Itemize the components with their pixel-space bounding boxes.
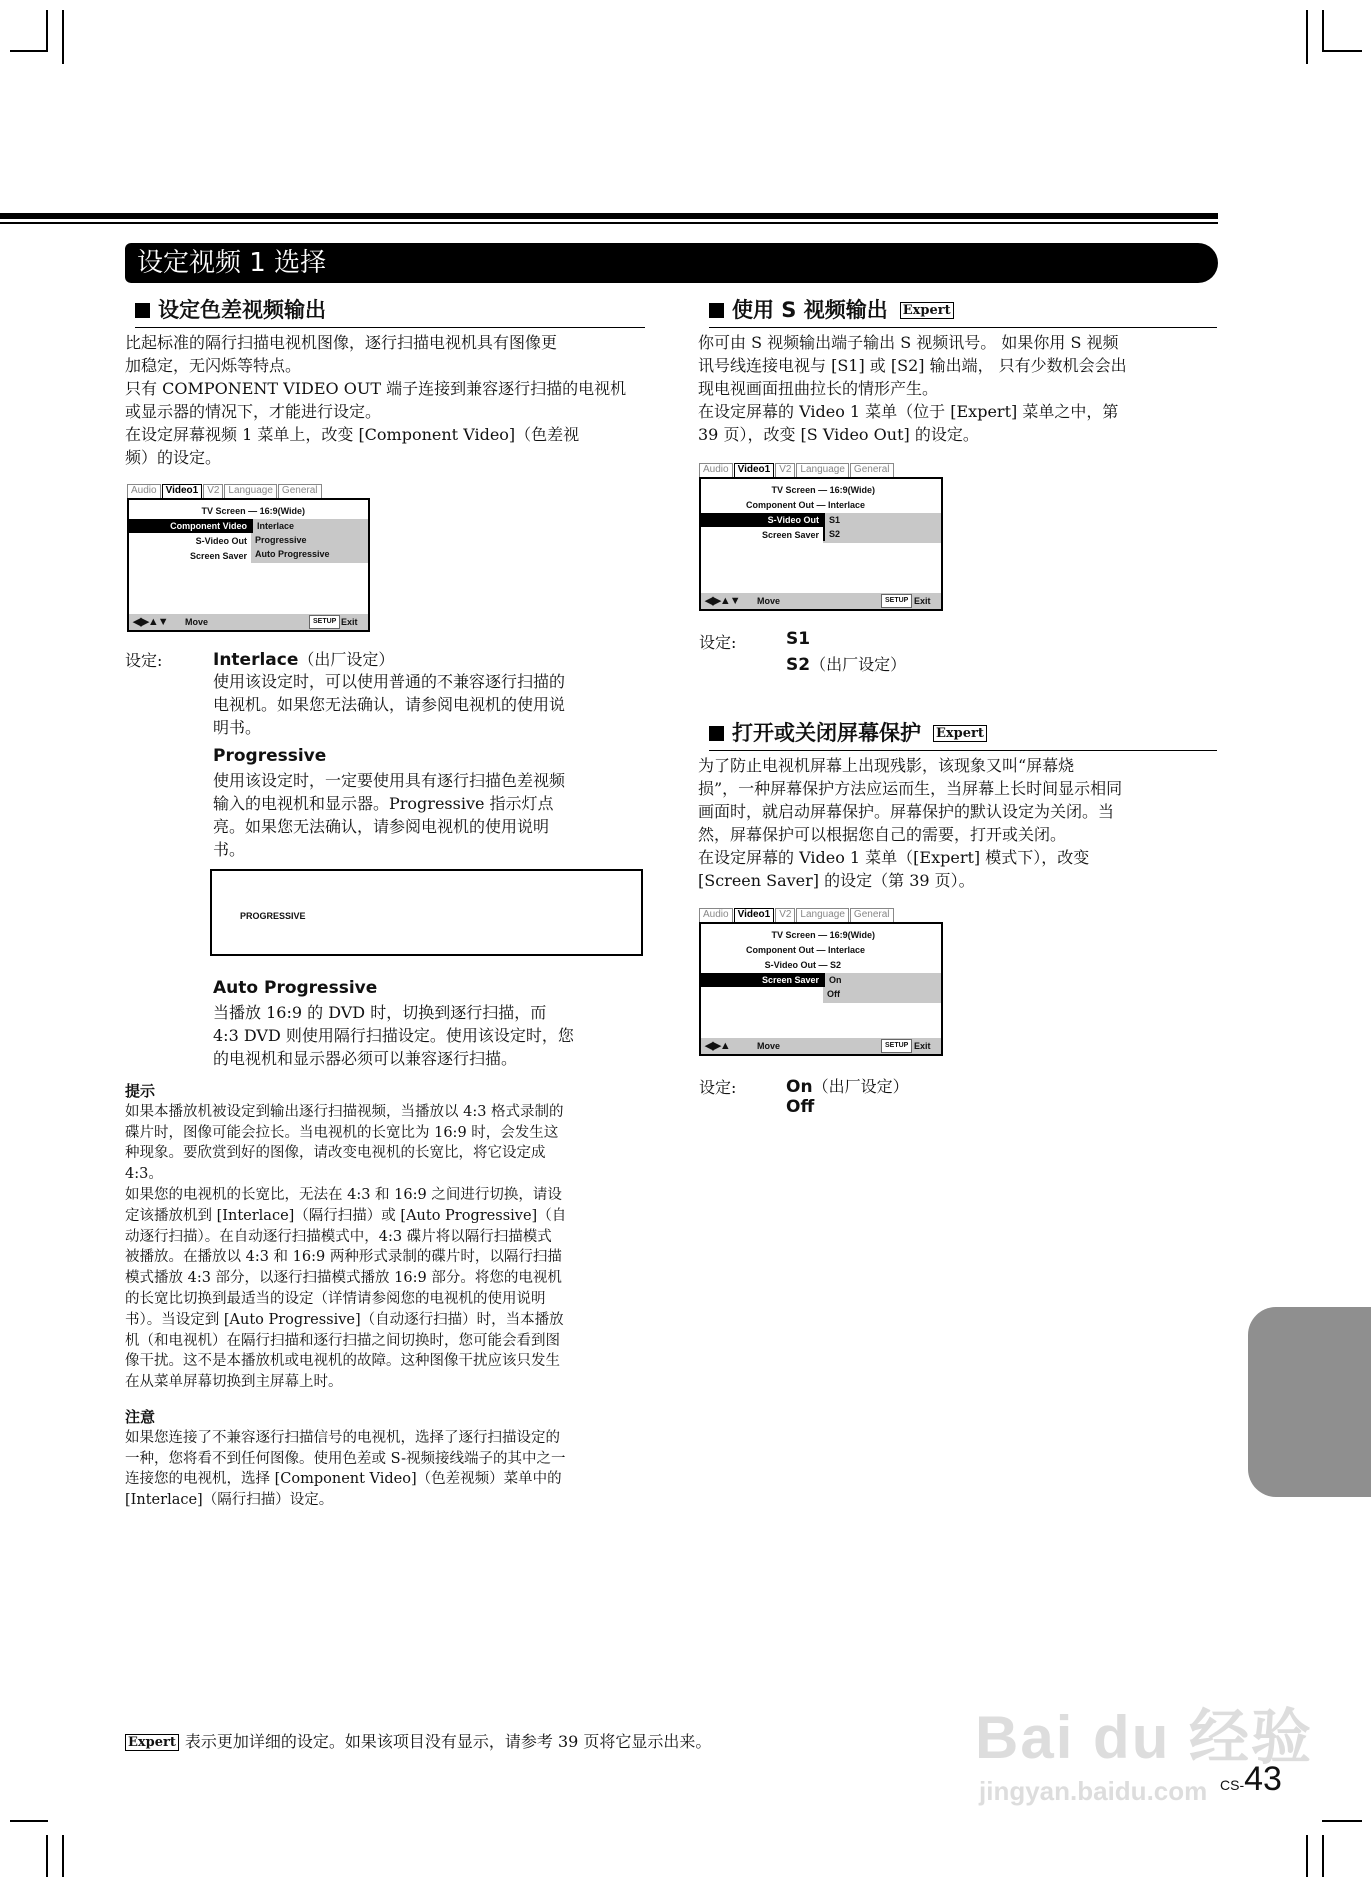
page-number bbox=[1220, 1760, 1282, 1799]
crop-mark bbox=[10, 50, 48, 52]
hint-line: 在从菜单屏幕切换到主屏幕上时。 bbox=[125, 1374, 343, 1391]
desc-line: 明书。 bbox=[213, 718, 262, 737]
watermark-url: jingyan.baidu.com bbox=[979, 1776, 1208, 1806]
desc-line: 的电视机和显示器必须可以兼容逐行扫描。 bbox=[213, 1049, 518, 1068]
menu-row bbox=[701, 483, 875, 497]
option-s2-title bbox=[786, 652, 906, 675]
arrow-keys-icon: ◀▶▲▼ bbox=[133, 616, 168, 628]
hint-line: 像干扰。这不是本播放机或电视机的故障。这种图像干扰应该只发生 bbox=[125, 1353, 560, 1370]
row-label: Screen Saver bbox=[761, 975, 819, 985]
para-line: 现电视画面扭曲拉长的情形产生。 bbox=[698, 379, 939, 398]
crop-mark bbox=[1306, 10, 1308, 64]
option-name: On bbox=[786, 1077, 813, 1097]
hint-line: 机（和电视机）在隔行扫描和逐行扫描之间切换时，您可能会看到图 bbox=[125, 1332, 560, 1349]
watermark-logo: Bai du 经验 bbox=[975, 1704, 1314, 1771]
svideo-intro bbox=[698, 331, 1218, 446]
move-label: Move bbox=[757, 596, 781, 606]
tab-video1: Video1 bbox=[734, 908, 775, 922]
progressive-indicator-display bbox=[210, 869, 643, 956]
note-line: 如果您连接了不兼容逐行扫描信号的电视机，选择了逐行扫描设定的 bbox=[125, 1429, 560, 1446]
para-line: [Screen Saver] 的设定（第 39 页）。 bbox=[698, 871, 975, 890]
osd-menu-svideo bbox=[699, 463, 943, 611]
expert-badge: Expert bbox=[933, 725, 987, 742]
section-heading-component bbox=[135, 296, 645, 328]
option-name: S1 bbox=[786, 629, 811, 649]
row-label: S-Video Out — S2 bbox=[764, 960, 841, 970]
para-line: 在设定屏幕的 Video 1 菜单（位于 [Expert] 菜单之中，第 bbox=[698, 402, 1119, 421]
osd-menu-component bbox=[127, 484, 370, 632]
expert-footnote bbox=[125, 1729, 711, 1752]
header-rule-thin bbox=[0, 222, 1218, 224]
hint-line: 碟片时，图像可能会拉长。当电视机的长宽比为 16:9 时，会发生这 bbox=[125, 1124, 559, 1141]
heading-text: 打开或关闭屏幕保护 bbox=[732, 721, 921, 745]
menu-row bbox=[701, 498, 865, 512]
square-bullet-icon bbox=[709, 726, 724, 741]
note-line: 连接您的电视机，选择 [Component Video]（色差视频）菜单中的 bbox=[125, 1471, 562, 1488]
option-interlace-title bbox=[213, 647, 394, 670]
arrow-keys-icon: ◀▶▲ bbox=[705, 1040, 730, 1052]
crop-mark bbox=[46, 1835, 48, 1877]
para-line: 画面时，就启动屏幕保护。屏幕保护的默认设定为关闭。当 bbox=[698, 802, 1115, 821]
hint-line: 动逐行扫描）。在自动逐行扫描模式中，4:3 碟片将以隔行扫描模式 bbox=[125, 1228, 552, 1245]
hint-line: 如果您的电视机的长宽比，无法在 4:3 和 16:9 之间进行切换，请设 bbox=[125, 1186, 562, 1203]
menu-row bbox=[701, 943, 865, 957]
tab-language: Language bbox=[796, 463, 849, 477]
tab-general: General bbox=[850, 463, 894, 477]
hint-line: 定该播放机到 [Interlace]（隔行扫描）或 [Auto Progressive]（自 bbox=[125, 1207, 567, 1224]
row-label: Screen Saver bbox=[761, 530, 819, 540]
intro-line: 频）的设定。 bbox=[125, 448, 222, 467]
option-name: Interlace bbox=[213, 650, 299, 670]
menu-footer bbox=[129, 614, 368, 630]
option-off: Off bbox=[827, 989, 840, 999]
tab-general: General bbox=[278, 484, 322, 498]
crop-mark bbox=[10, 1820, 48, 1822]
auto-progressive-description bbox=[213, 1001, 643, 1070]
header-rule bbox=[0, 213, 1218, 219]
row-label: Component Video bbox=[170, 521, 247, 531]
page-prefix: CS- bbox=[1220, 1777, 1245, 1793]
tab-v2: V2 bbox=[203, 484, 223, 498]
setup-key-icon: SETUP bbox=[881, 1039, 912, 1053]
note-line: 一种，您将看不到任何图像。使用色差或 S-视频接线端子的其中之一 bbox=[125, 1450, 566, 1467]
menu-screen bbox=[699, 477, 943, 611]
arrow-keys-icon: ◀▶▲▼ bbox=[705, 595, 740, 607]
hint-line: 4:3。 bbox=[125, 1166, 163, 1183]
hint-line: 的长宽比切换到最适当的设定（详情请参阅您的电视机的使用说明 bbox=[125, 1290, 546, 1307]
tab-video1: Video1 bbox=[734, 463, 775, 477]
desc-line: 使用该设定时，可以使用普通的不兼容逐行扫描的 bbox=[213, 672, 566, 691]
hint-block bbox=[125, 1081, 650, 1393]
section-heading-screensaver bbox=[709, 719, 1217, 751]
tab-audio: Audio bbox=[127, 484, 161, 498]
chapter-tab bbox=[1248, 1307, 1371, 1497]
option-s1: S1 bbox=[823, 513, 941, 527]
crop-mark bbox=[1322, 10, 1324, 52]
tab-language: Language bbox=[224, 484, 277, 498]
para-line: 损”，一种屏幕保护方法应运而生，当屏幕上长时间显示相同 bbox=[698, 779, 1123, 798]
menu-row bbox=[701, 528, 819, 542]
factory-note: （出厂设定） bbox=[298, 650, 395, 669]
menu-row bbox=[701, 928, 875, 942]
row-label: Screen Saver bbox=[189, 551, 247, 561]
desc-line: 书。 bbox=[213, 840, 246, 859]
para-line: 39 页），改变 [S Video Out] 的设定。 bbox=[698, 425, 979, 444]
menu-screen bbox=[699, 922, 943, 1056]
note-title: 注意 bbox=[125, 1408, 156, 1426]
square-bullet-icon bbox=[709, 303, 724, 318]
square-bullet-icon bbox=[135, 303, 150, 318]
tab-general: General bbox=[850, 908, 894, 922]
setup-key-icon: SETUP bbox=[309, 615, 340, 629]
hint-line: 被播放。在播放以 4:3 和 16:9 两种形式录制的碟片时，以隔行扫描 bbox=[125, 1249, 562, 1266]
para-line: 在设定屏幕的 Video 1 菜单（[Expert] 模式下），改变 bbox=[698, 848, 1090, 867]
expert-badge: Expert bbox=[125, 1734, 179, 1751]
menu-footer bbox=[701, 1038, 941, 1054]
option-off-title bbox=[786, 1097, 814, 1117]
option-name: Progressive bbox=[213, 746, 327, 766]
factory-note: （出厂设定） bbox=[810, 655, 907, 674]
hint-line: 如果本播放机被设定到输出逐行扫描视频，当播放以 4:3 格式录制的 bbox=[125, 1103, 564, 1120]
menu-row bbox=[701, 513, 819, 527]
desc-line: 4:3 DVD 则使用隔行扫描设定。使用该设定时，您 bbox=[213, 1026, 574, 1045]
desc-line: 输入的电视机和显示器。Progressive 指示灯点 bbox=[213, 794, 554, 813]
interlace-description bbox=[213, 670, 643, 739]
option-auto-progressive-title bbox=[213, 978, 377, 998]
exit-label: Exit bbox=[914, 596, 931, 606]
setting-label: 设定: bbox=[125, 651, 163, 670]
option-list bbox=[251, 519, 368, 563]
tab-v2: V2 bbox=[775, 463, 795, 477]
tab-audio: Audio bbox=[699, 463, 733, 477]
option-s1-title bbox=[786, 629, 810, 649]
heading-text: 使用 S 视频输出 bbox=[732, 298, 888, 322]
section-heading-svideo bbox=[709, 296, 1217, 328]
desc-line: 亮。如果您无法确认，请参阅电视机的使用说明 bbox=[213, 817, 550, 836]
move-label: Move bbox=[757, 1041, 781, 1051]
footnote-text: 表示更加详细的设定。如果该项目没有显示，请参考 39 页将它显示出来。 bbox=[184, 1732, 712, 1751]
expert-badge: Expert bbox=[900, 302, 954, 319]
option-list bbox=[823, 973, 941, 1003]
page-number-value: 43 bbox=[1244, 1760, 1282, 1798]
option-name: Auto Progressive bbox=[213, 978, 378, 998]
option-on-title bbox=[786, 1074, 909, 1097]
tab-video1: Video1 bbox=[162, 484, 203, 498]
option-auto-progressive: Auto Progressive bbox=[255, 549, 330, 559]
hint-title: 提示 bbox=[125, 1082, 156, 1100]
progressive-indicator: PROGRESSIVE bbox=[240, 911, 306, 921]
menu-tabs bbox=[699, 463, 895, 477]
tab-language: Language bbox=[796, 908, 849, 922]
crop-mark bbox=[46, 10, 48, 52]
row-label: S-Video Out bbox=[767, 515, 819, 525]
hint-line: 模式播放 4:3 部分，以逐行扫描模式播放 16:9 部分。将您的电视机 bbox=[125, 1270, 562, 1287]
para-line: 然，屏幕保护可以根据您自己的需要，打开或关闭。 bbox=[698, 825, 1067, 844]
crop-mark bbox=[62, 10, 64, 64]
crop-mark bbox=[1322, 1820, 1362, 1822]
option-interlace: Interlace bbox=[251, 519, 368, 533]
desc-line: 使用该设定时，一定要使用具有逐行扫描色差视频 bbox=[213, 771, 566, 790]
menu-row bbox=[129, 519, 247, 533]
para-line: 为了防止电视机屏幕上出现残影，该现象又叫“屏幕烧 bbox=[698, 756, 1075, 775]
option-s2: S2 bbox=[823, 527, 941, 541]
setting-label: 设定: bbox=[699, 633, 737, 652]
osd-menu-screensaver bbox=[699, 908, 943, 1056]
hint-line: 种现象。要欣赏到好的图像，请改变电视机的长宽比，将它设定成 bbox=[125, 1145, 546, 1162]
setup-key-icon: SETUP bbox=[881, 594, 912, 608]
menu-footer bbox=[701, 593, 941, 609]
section-banner bbox=[125, 243, 1218, 283]
row-label: Component Out — Interlace bbox=[745, 945, 865, 955]
tab-v2: V2 bbox=[775, 908, 795, 922]
exit-label: Exit bbox=[341, 617, 358, 627]
menu-row bbox=[701, 958, 841, 972]
row-label: TV Screen — 16:9(Wide) bbox=[771, 485, 875, 495]
desc-line: 电视机。如果您无法确认，请参阅电视机的使用说 bbox=[213, 695, 566, 714]
row-label: Component Out — Interlace bbox=[745, 500, 865, 510]
crop-mark bbox=[1322, 50, 1362, 52]
menu-row bbox=[129, 504, 305, 518]
menu-row bbox=[129, 549, 247, 563]
menu-tabs bbox=[127, 484, 323, 498]
intro-line: 只有 COMPONENT VIDEO OUT 端子连接到兼容逐行扫描的电视机 bbox=[125, 379, 627, 398]
intro-line: 在设定屏幕视频 1 菜单上，改变 [Component Video]（色差视 bbox=[125, 425, 580, 444]
intro-line: 比起标准的隔行扫描电视机图像，逐行扫描电视机具有图像更 bbox=[125, 333, 558, 352]
row-label: TV Screen — 16:9(Wide) bbox=[771, 930, 875, 940]
crop-mark bbox=[1306, 1835, 1308, 1877]
move-label: Move bbox=[185, 617, 209, 627]
banner-title: 设定视频 1 选择 bbox=[137, 248, 327, 278]
factory-note: （出厂设定） bbox=[812, 1077, 909, 1096]
option-progressive: Progressive bbox=[255, 535, 307, 545]
option-name: S2 bbox=[786, 655, 811, 675]
intro-line: 加稳定，无闪烁等特点。 bbox=[125, 356, 302, 375]
note-line: [Interlace]（隔行扫描）设定。 bbox=[125, 1492, 334, 1509]
para-line: 你可由 S 视频输出端子输出 S 视频讯号。 如果你用 S 视频 bbox=[698, 333, 1119, 352]
option-on: On bbox=[823, 973, 941, 987]
menu-tabs bbox=[699, 908, 895, 922]
menu-row bbox=[701, 973, 819, 987]
tab-audio: Audio bbox=[699, 908, 733, 922]
para-line: 讯号线连接电视与 [S1] 或 [S2] 输出端， 只有少数机会会出 bbox=[698, 356, 1127, 375]
option-progressive-title bbox=[213, 746, 326, 766]
row-label: S-Video Out bbox=[195, 536, 247, 546]
menu-row bbox=[129, 534, 247, 548]
note-block bbox=[125, 1407, 650, 1511]
option-name: Off bbox=[786, 1097, 815, 1117]
hint-line: 书）。当设定到 [Auto Progressive]（自动逐行扫描）时，当本播放 bbox=[125, 1311, 564, 1328]
menu-screen bbox=[127, 498, 370, 632]
crop-mark bbox=[1322, 1835, 1324, 1877]
row-label: TV Screen — 16:9(Wide) bbox=[201, 506, 305, 516]
desc-line: 当播放 16:9 的 DVD 时，切换到逐行扫描，而 bbox=[213, 1003, 547, 1022]
intro-line: 或显示器的情况下，才能进行设定。 bbox=[125, 402, 382, 421]
heading-text: 设定色差视频输出 bbox=[158, 298, 326, 322]
crop-mark bbox=[62, 1835, 64, 1877]
component-intro bbox=[125, 331, 645, 469]
setting-label: 设定: bbox=[699, 1078, 737, 1097]
exit-label: Exit bbox=[914, 1041, 931, 1051]
progressive-description bbox=[213, 769, 643, 861]
screensaver-intro bbox=[698, 754, 1218, 892]
option-list bbox=[823, 513, 941, 543]
